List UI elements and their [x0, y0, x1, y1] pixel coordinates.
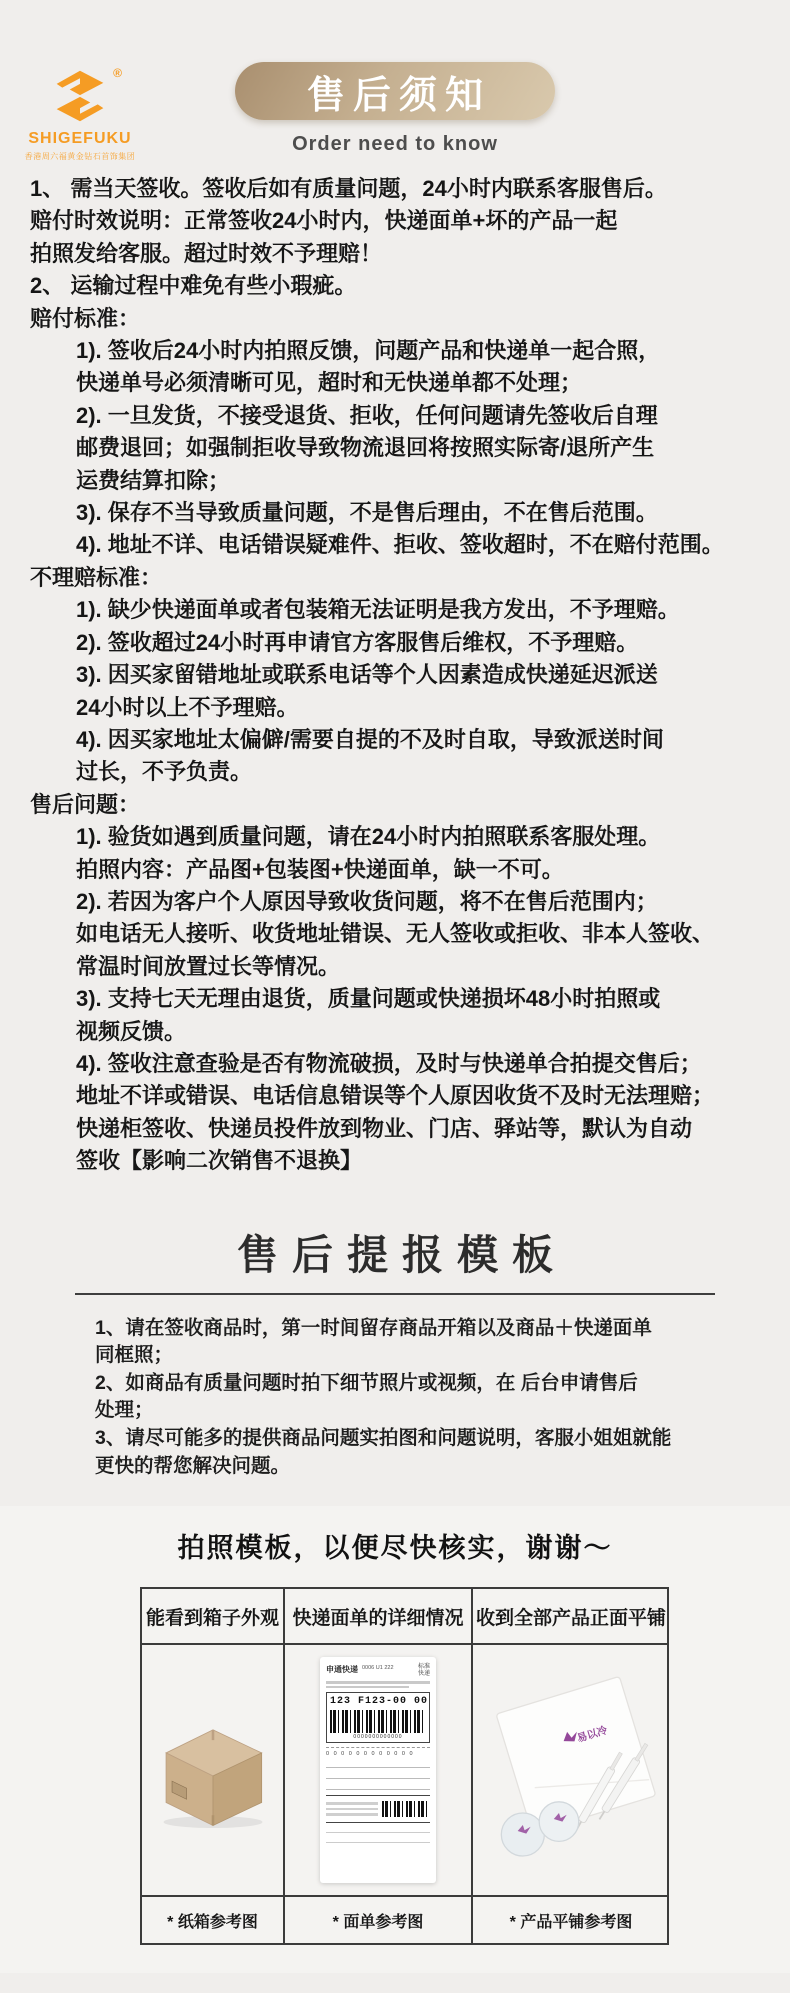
- heading-divider: [75, 1293, 715, 1295]
- notice-line: 1). 验货如遇到质量问题，请在24小时内拍照联系客服处理。: [76, 824, 661, 850]
- photo-template-panel: [0, 1506, 790, 1973]
- shipping-label: [320, 1657, 436, 1883]
- report-template-steps: [95, 1315, 730, 1481]
- address-lines-placeholder: [326, 1681, 430, 1688]
- barcode-secondary: [382, 1801, 430, 1817]
- photo-table-caption-cell: * 产品平铺参考图: [509, 1913, 633, 1931]
- brand-tagline: 香港周六福黄金钻石首饰集团: [24, 152, 136, 161]
- shipping-label-image: [285, 1645, 473, 1895]
- notice-line: 2). 一旦发货，不接受退货、拒收，任何问题请先签收后自理: [76, 402, 658, 428]
- brand-name: SHIGEFUKU: [28, 130, 132, 147]
- sender-field-lines: [326, 1799, 382, 1818]
- product-flatlay-image: [473, 1645, 669, 1895]
- photo-table-caption-cell: * 纸箱参考图: [142, 1897, 285, 1943]
- template-step-line: 1、请在签收商品时，第一时间留存商品开箱以及商品＋快递面单: [95, 1316, 652, 1339]
- photo-table-header-cell: 能看到箱子外观: [142, 1589, 285, 1643]
- photo-template-title: 拍照模板，以便尽快核实，谢谢～: [177, 1533, 613, 1564]
- photo-table-header-cell: 快递面单的详细情况: [285, 1589, 473, 1643]
- notice-line: 赔付标准：: [30, 305, 141, 331]
- after-sales-notice-page: [0, 62, 790, 1946]
- notice-line: 1、 需当天签收。签收后如有质量问题，24小时内联系客服售后。: [30, 176, 667, 201]
- notice-line: 3). 支持七天无理由退货，质量问题或快递损坏48小时拍照或: [76, 986, 661, 1012]
- notice-line: 过长，不予负责。: [76, 759, 253, 785]
- notice-line: 不理赔标准：: [30, 564, 163, 590]
- report-template-heading: 售后提报模板: [237, 1231, 567, 1278]
- photo-table-caption-row: [142, 1897, 667, 1943]
- notice-line: 3). 保存不当导致质量问题，不是售后理由，不在售后范围。: [76, 500, 658, 526]
- notice-line: 快递柜签收、快递员投件放到物业、门店、驿站等，默认为自动: [76, 1115, 693, 1141]
- courier-name: 申通快递: [326, 1665, 358, 1675]
- notice-line: 地址不详或错误、电话信息错误等个人原因收货不及时无法理赔；: [76, 1083, 715, 1109]
- photo-table-header-cell: 收到全部产品正面平铺: [475, 1607, 666, 1629]
- after-sales-notice-text: [30, 173, 780, 1178]
- product-logo-text: 易以冷: [575, 1725, 609, 1746]
- notice-line: 签收【影响二次销售不退换】: [76, 1148, 363, 1174]
- notice-line: 1). 签收后24小时内拍照反馈，问题产品和快递单一起合照，: [76, 338, 661, 364]
- notice-line: 售后问题：: [30, 791, 141, 817]
- sort-code: 123 F123-00 00: [330, 1696, 429, 1708]
- notice-line: 赔付时效说明：正常签收24小时内，快递面单+坏的产品一起: [30, 208, 618, 234]
- waybill-number: 0006 U1 222: [362, 1665, 394, 1672]
- notice-line: 拍照发给客服。超过时效不予理赔！: [30, 240, 383, 266]
- notice-line: 常温时间放置过长等情况。: [76, 953, 341, 979]
- digit-grid-row: 0 0 0 0 0 0 0 0 0 0 0 0: [326, 1747, 430, 1757]
- photo-table-caption-cell: * 面单参考图: [285, 1897, 473, 1943]
- notice-line: 如电话无人接听、收货地址错误、无人签收或拒收、非本人签收、: [76, 921, 715, 947]
- photo-table-header-row: [142, 1589, 667, 1645]
- template-step-line: 3、请尽可能多的提供商品问题实拍图和问题说明，客服小姐姐就能: [95, 1426, 672, 1449]
- notice-line: 快递单号必须清晰可见，超时和无快递单都不处理；: [76, 370, 583, 396]
- barcode-digits: 0000000000000: [353, 1734, 403, 1741]
- template-step-line: 2、如商品有质量问题时拍下细节照片或视频，在 后台申请售后: [95, 1371, 638, 1394]
- banner-subtitle: Order need to know: [292, 133, 498, 155]
- notice-line: 1). 缺少快递面单或者包装箱无法证明是我方发出，不予理赔。: [76, 597, 680, 623]
- photo-reference-table: [140, 1587, 669, 1945]
- notice-line: 视频反馈。: [76, 1018, 187, 1044]
- after-sales-banner: 售后须知: [235, 62, 555, 120]
- template-step-line: 更快的帮您解决问题。: [95, 1454, 291, 1477]
- cardboard-box-image: [142, 1645, 285, 1895]
- brand-logo: [16, 68, 144, 162]
- registered-trademark-mark: ®: [113, 66, 122, 80]
- notice-line: 邮费退回；如强制拒收导致物流退回将按照实际寄/退所产生: [76, 435, 655, 461]
- notice-line: 2). 若因为客户个人原因导致收货问题，将不在售后范围内；: [76, 888, 658, 914]
- notice-line: 3). 因买家留错地址或联系电话等个人因素造成快递延迟派送: [76, 662, 658, 688]
- brand-s-hexagon-icon: [52, 66, 122, 124]
- notice-line: 2、 运输过程中难免有些小瑕疵。: [30, 273, 357, 299]
- barcode-main: [330, 1710, 426, 1733]
- sort-code-box: [326, 1692, 430, 1743]
- bottom-field-lines: [326, 1822, 430, 1843]
- notice-line: 2). 签收超过24小时再申请官方客服售后维权，不予理赔。: [76, 629, 639, 655]
- notice-line: 4). 签收注意查验是否有物流破损，及时与快递单合拍提交售后；: [76, 1050, 702, 1076]
- notice-line: 拍照内容：产品图+包装图+快递面单，缺一不可。: [76, 856, 564, 882]
- notice-line: 运费结算扣除；: [76, 467, 231, 493]
- notice-line: 4). 因买家地址太偏僻/需要自提的不及时自取，导致派送时间: [76, 726, 664, 752]
- bottom-spacer: [0, 1973, 790, 1993]
- photo-table-image-row: [142, 1645, 667, 1897]
- template-step-line: 同框照；: [95, 1344, 174, 1367]
- recipient-field-lines: [326, 1757, 430, 1790]
- template-step-line: 处理；: [95, 1399, 154, 1422]
- service-type: 标准 快递: [417, 1664, 430, 1678]
- secondary-barcode-row: [326, 1795, 430, 1818]
- notice-line: 4). 地址不详、电话错误疑难件、拒收、签收超时，不在赔付范围。: [76, 532, 724, 558]
- notice-line: 24小时以上不予理赔。: [76, 694, 299, 720]
